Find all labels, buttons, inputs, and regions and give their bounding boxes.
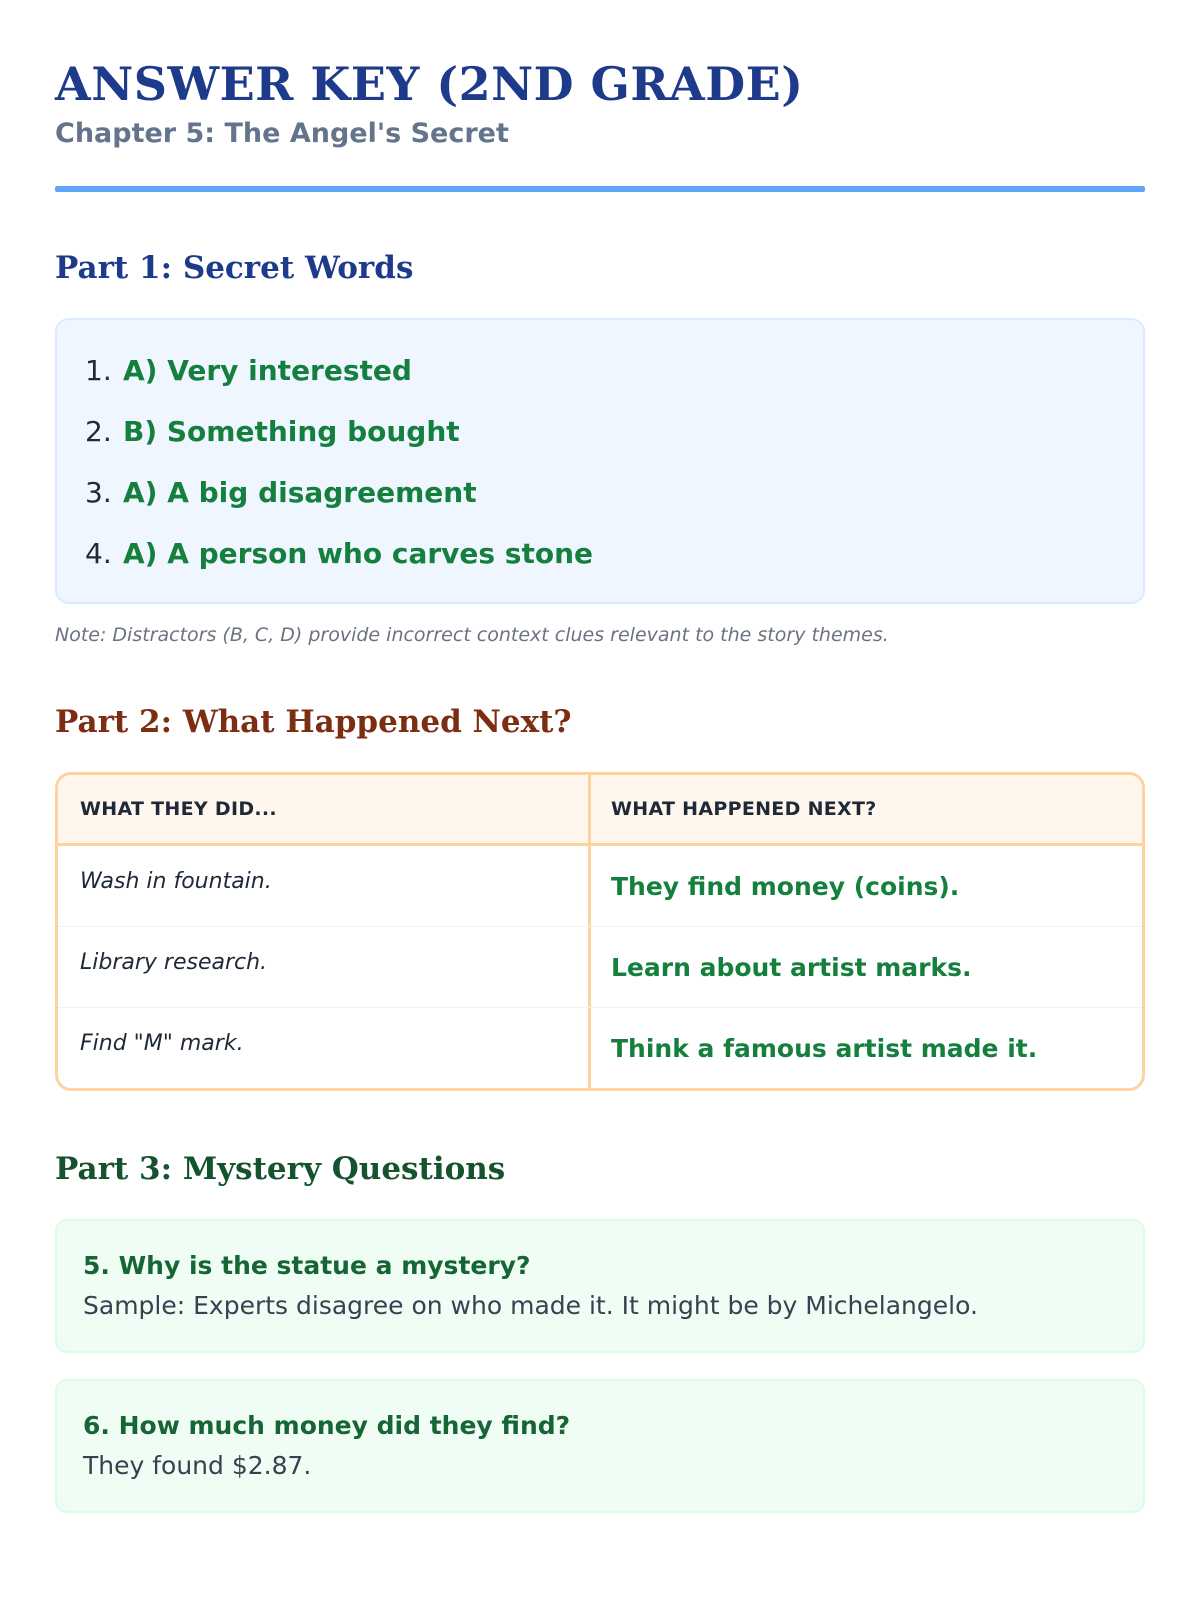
page-title: ANSWER KEY (2ND GRADE) bbox=[55, 57, 804, 111]
vocab-answer-item bbox=[85, 523, 1115, 584]
question-answer-box bbox=[55, 1219, 1145, 1353]
sequence-table bbox=[55, 772, 1145, 1091]
vocab-answer-item bbox=[85, 401, 1115, 462]
answer-text: Sample: Experts disagree on who made it. It might be by Michelangelo. bbox=[83, 1291, 978, 1320]
cell-what-they-did: Find "M" mark. bbox=[58, 1008, 591, 1088]
answer-text: They found $2.87. bbox=[83, 1451, 312, 1480]
vocab-item-answer: B) Something bought bbox=[123, 415, 460, 448]
cell-what-they-did: Library research. bbox=[58, 927, 591, 1007]
vocab-item-number: 3. bbox=[85, 476, 112, 509]
vocab-item-answer: A) Very interested bbox=[123, 354, 412, 387]
vocab-item-number: 4. bbox=[85, 537, 112, 570]
vocab-item-answer: A) A person who carves stone bbox=[123, 537, 594, 570]
vocab-item-number: 2. bbox=[85, 415, 112, 448]
question-answer-box bbox=[55, 1379, 1145, 1513]
distractor-note: Note: Distractors (B, C, D) provide incorrect context clues relevant to the story themes. bbox=[55, 624, 889, 646]
vocab-item-number: 1. bbox=[85, 354, 112, 387]
vocab-item-answer: A) A big disagreement bbox=[123, 476, 477, 509]
column-header-next: WHAT HAPPENED NEXT? bbox=[611, 798, 877, 820]
cell-what-happened-next: Think a famous artist made it. bbox=[611, 1033, 1038, 1063]
cell-what-happened-next: Learn about artist marks. bbox=[611, 952, 972, 982]
table-row bbox=[58, 926, 1142, 1007]
part2-heading: Part 2: What Happened Next? bbox=[55, 704, 572, 740]
table-header-row bbox=[58, 775, 1142, 846]
column-header-did: WHAT THEY DID... bbox=[58, 775, 591, 843]
cell-what-they-did: Wash in fountain. bbox=[58, 846, 591, 926]
header-divider bbox=[55, 186, 1145, 192]
table-row bbox=[58, 846, 1142, 926]
page-subtitle: Chapter 5: The Angel's Secret bbox=[55, 118, 509, 149]
vocabulary-answers-box bbox=[55, 318, 1145, 604]
vocab-answer-item bbox=[85, 340, 1115, 401]
table-row bbox=[58, 1007, 1142, 1088]
question-text: 6. How much money did they find? bbox=[83, 1411, 571, 1440]
part1-heading: Part 1: Secret Words bbox=[55, 250, 414, 286]
question-text: 5. Why is the statue a mystery? bbox=[83, 1251, 531, 1280]
cell-what-happened-next: They find money (coins). bbox=[611, 871, 960, 901]
part3-heading: Part 3: Mystery Questions bbox=[55, 1151, 506, 1187]
vocab-answer-item bbox=[85, 462, 1115, 523]
